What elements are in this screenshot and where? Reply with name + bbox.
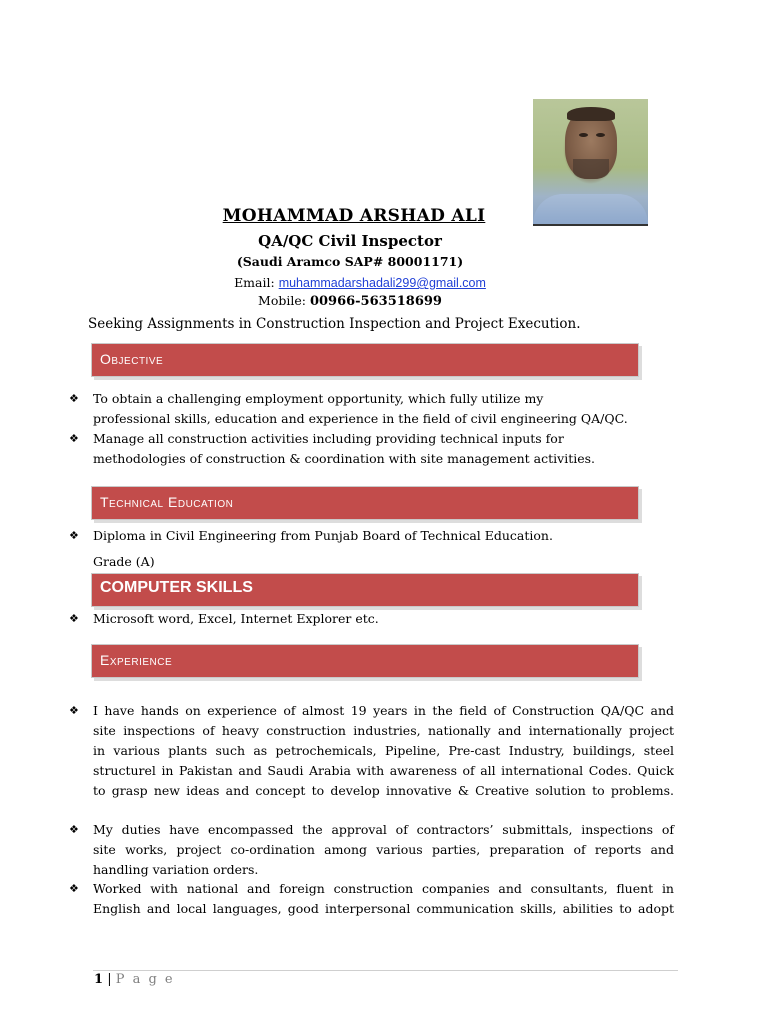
email-label: Email: [234,275,275,290]
email-row [0,275,720,290]
tagline: Seeking Assignments in Construction Inspection and Project Execution. [88,316,581,332]
mobile-label: Mobile: [258,293,306,308]
job-title: QA/QC Civil Inspector [258,232,442,250]
mobile-row [0,293,700,309]
education-bullet: ❖ Diploma in Civil Engineering from Punjab Board of Technical Education. [93,526,653,546]
diamond-bullet-icon: ❖ [69,612,79,625]
section-header-objective [91,343,639,377]
diamond-bullet-icon: ❖ [69,529,79,542]
experience-bullet-2: ❖ My duties have encompassed the approval of contractors’ submittals, inspections of site works, project co-ordination among various parties, preparation of reports and handling variation orders. [69,822,674,877]
education-grade: Grade (A) [93,554,155,569]
section-header-skills [91,573,639,607]
email-link[interactable]: muhammadarshadali299@gmail.com [278,276,486,290]
objective-bullet-1: ❖ To obtain a challenging employment opportunity, which fully utilize my professional skills, education and experience in the field of civil engineering QA/QC. [69,391,628,426]
section-title-skills: COMPUTER SKILLS [100,579,253,596]
section-title-experience: Experience [100,652,173,668]
section-title-education: Technical Education [100,494,234,510]
experience-bullet-3: ❖ Worked with national and foreign construction companies and consultants, fluent in English and local languages, good interpersonal communication skills, abilities to adopt [69,881,674,916]
page-number: 1 [94,972,104,987]
candidate-name: MOHAMMAD ARSHAD ALI [222,206,486,226]
diamond-bullet-icon: ❖ [69,704,79,717]
diamond-bullet-icon: ❖ [69,432,79,445]
footer-divider [93,970,678,971]
section-header-education [91,486,639,520]
mobile-number: 00966-563518699 [309,294,442,309]
sap-number: (Saudi Aramco SAP# 80001171) [236,254,464,269]
section-header-experience [91,644,639,678]
objective-bullet-2: ❖ Manage all construction activities including providing technical inputs for methodologies of construction & coordination with site management activities. [69,431,596,466]
page-separator: | [107,972,112,987]
experience-bullet-1: ❖ I have hands on experience of almost 19 years in the field of Construction QA/QC and site inspections of heavy construction industries, nationally and internationally project in various plants such as petrochemicals, Pipeline, Pre-cast Industry, buildings, steel structurel in Pakistan and Saudi Arabia with awareness of all international Codes. Quick to grasp new ideas and concept to develop innovative & Creative solution to problems. [69,703,674,798]
diamond-bullet-icon: ❖ [69,823,79,836]
page-footer [94,972,175,987]
diamond-bullet-icon: ❖ [69,882,79,895]
section-title-objective: Objective [100,351,164,367]
diamond-bullet-icon: ❖ [69,392,79,405]
page-label: P a g e [115,972,175,987]
skills-bullet: ❖ Microsoft word, Excel, Internet Explorer etc. [93,609,653,629]
